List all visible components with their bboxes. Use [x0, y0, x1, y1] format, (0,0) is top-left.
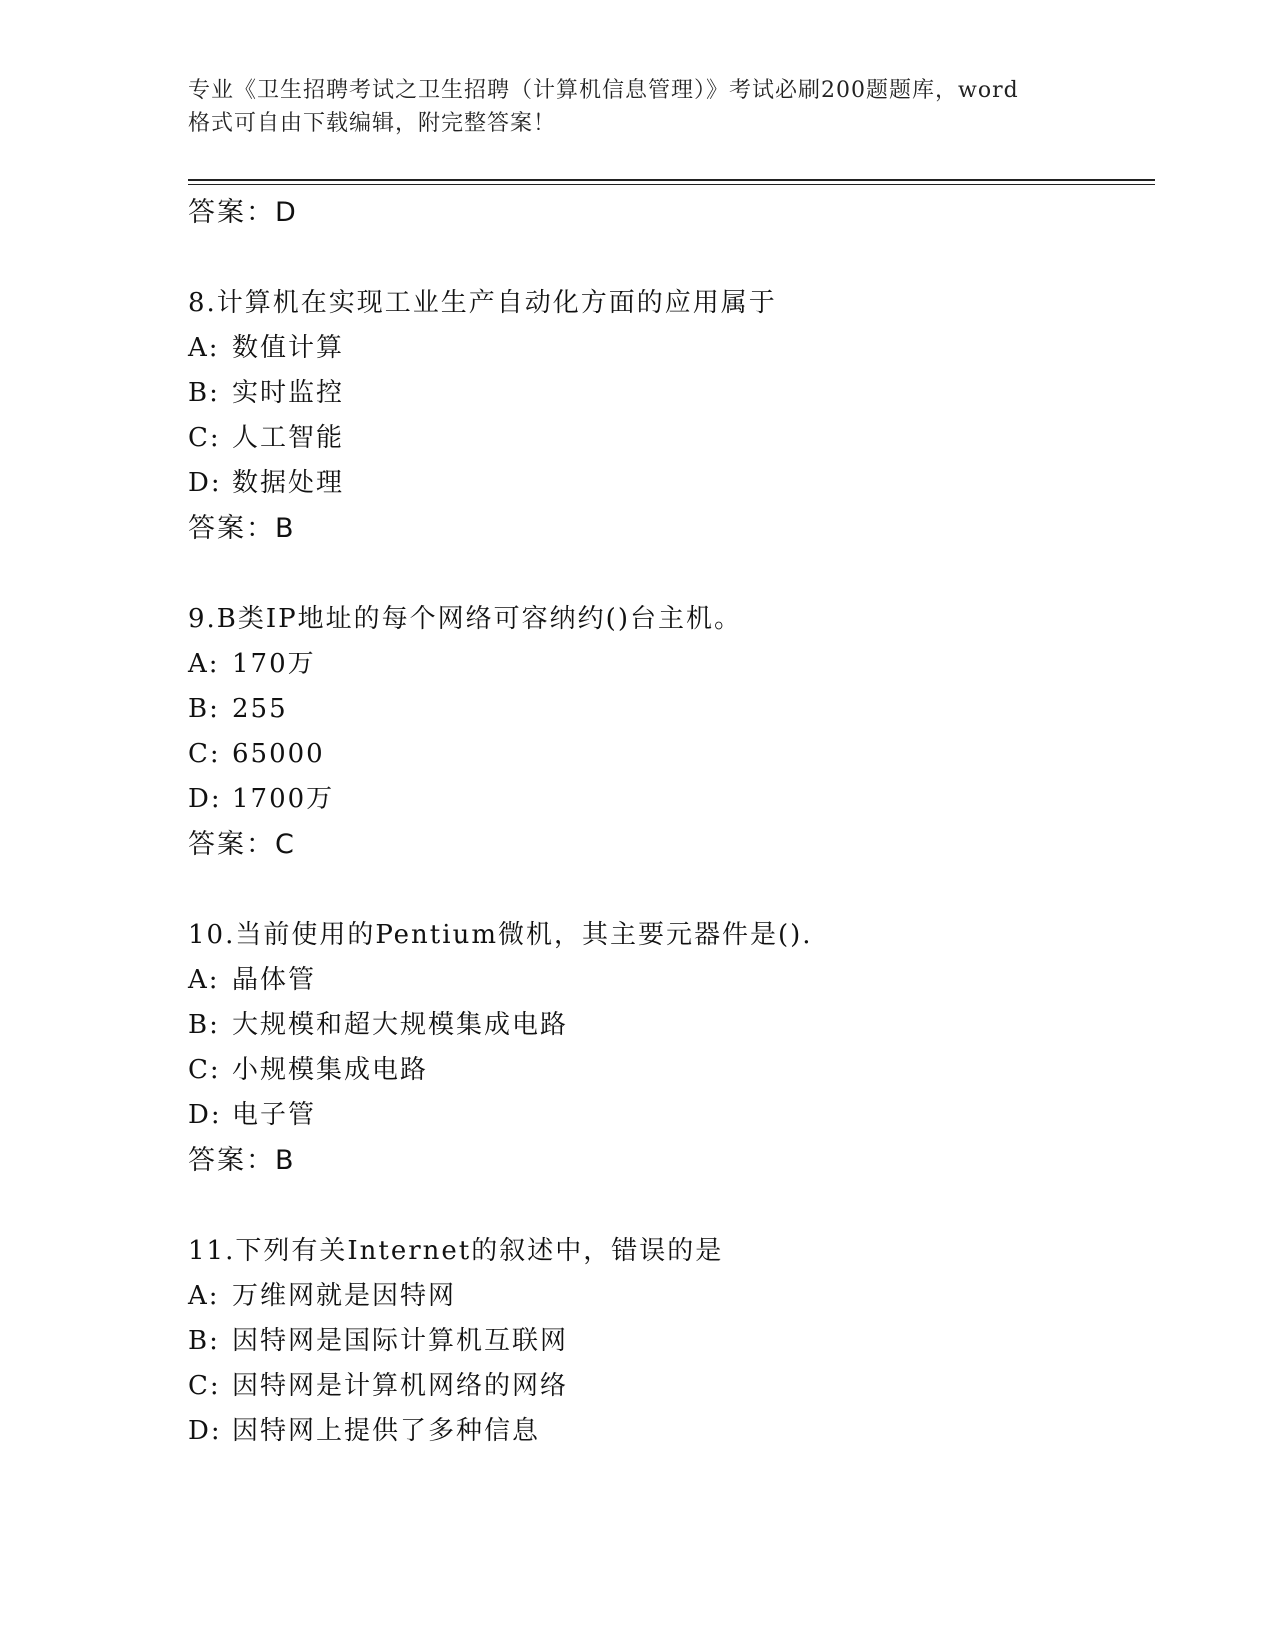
option-text: 晶体管 [232, 965, 317, 995]
option-key: C: [188, 423, 221, 453]
option-key: D: [188, 1416, 222, 1446]
answer-label: 答案： [188, 513, 275, 544]
answer-line [188, 822, 1155, 867]
answer-value: B [275, 513, 294, 544]
option-text: 255 [232, 694, 288, 724]
answer-line [188, 506, 1155, 551]
option-text: 数值计算 [232, 333, 345, 363]
option-c [188, 416, 1155, 461]
option-key: D: [188, 784, 222, 814]
answer-label: 答案： [188, 1145, 275, 1176]
question-block [188, 1228, 1155, 1454]
question-title: 11.下列有关Internet的叙述中，错误的是 [188, 1236, 724, 1266]
option-text: 电子管 [232, 1100, 317, 1130]
question-list [188, 190, 1155, 1454]
answer-value: C [275, 829, 294, 860]
option-text: 小规模集成电路 [232, 1055, 429, 1085]
option-text: 大规模和超大规模集成电路 [232, 1010, 569, 1040]
option-key: C: [188, 1371, 221, 1401]
option-text: 人工智能 [232, 423, 345, 453]
question-title: 8.计算机在实现工业生产自动化方面的应用属于 [188, 288, 777, 318]
option-text: 因特网上提供了多种信息 [232, 1416, 541, 1446]
option-text: 65000 [232, 739, 325, 769]
option-key: B: [188, 378, 220, 408]
option-key: C: [188, 1055, 221, 1085]
option-key: B: [188, 1010, 220, 1040]
option-c [188, 732, 1155, 777]
option-key: D: [188, 1100, 222, 1130]
option-d [188, 777, 1155, 822]
option-c [188, 1048, 1155, 1093]
answer-label: 答案： [188, 197, 275, 228]
question-block [188, 280, 1155, 551]
answer-label: 答案： [188, 829, 275, 860]
option-d [188, 461, 1155, 506]
option-b [188, 687, 1155, 732]
answer-line [188, 1138, 1155, 1183]
option-key: B: [188, 694, 220, 724]
option-text: 因特网是计算机网络的网络 [232, 1371, 569, 1401]
option-text: 万维网就是因特网 [232, 1281, 457, 1311]
page-header [188, 74, 1108, 140]
question-title: 10.当前使用的Pentium微机，其主要元器件是(). [188, 920, 813, 950]
option-key: A: [188, 649, 220, 679]
option-text: 因特网是国际计算机互联网 [232, 1326, 569, 1356]
question-block [188, 596, 1155, 867]
option-key: D: [188, 468, 222, 498]
option-d [188, 1409, 1155, 1454]
answer-value: B [275, 1145, 294, 1176]
header-rule-thick [188, 179, 1155, 181]
question-title: 9.B类IP地址的每个网络可容纳约()台主机。 [188, 604, 742, 634]
header-line-2: 格式可自由下载编辑，附完整答案！ [188, 111, 557, 136]
answer-line [188, 190, 1155, 235]
option-key: A: [188, 1281, 220, 1311]
option-b [188, 1319, 1155, 1364]
option-text: 170万 [232, 649, 316, 679]
option-a [188, 958, 1155, 1003]
option-key: B: [188, 1326, 220, 1356]
option-text: 实时监控 [232, 378, 345, 408]
option-text: 1700万 [232, 784, 335, 814]
option-b [188, 1003, 1155, 1048]
option-key: C: [188, 739, 221, 769]
option-key: A: [188, 965, 220, 995]
option-c [188, 1364, 1155, 1409]
header-rule-thin [188, 184, 1155, 185]
option-b [188, 371, 1155, 416]
option-a [188, 326, 1155, 371]
option-a [188, 642, 1155, 687]
answer-value: D [275, 197, 296, 228]
option-d [188, 1093, 1155, 1138]
option-text: 数据处理 [232, 468, 345, 498]
header-line-1: 专业《卫生招聘考试之卫生招聘（计算机信息管理）》考试必刷200题题库，word [188, 78, 1019, 103]
option-a [188, 1274, 1155, 1319]
question-block [188, 912, 1155, 1183]
option-key: A: [188, 333, 220, 363]
